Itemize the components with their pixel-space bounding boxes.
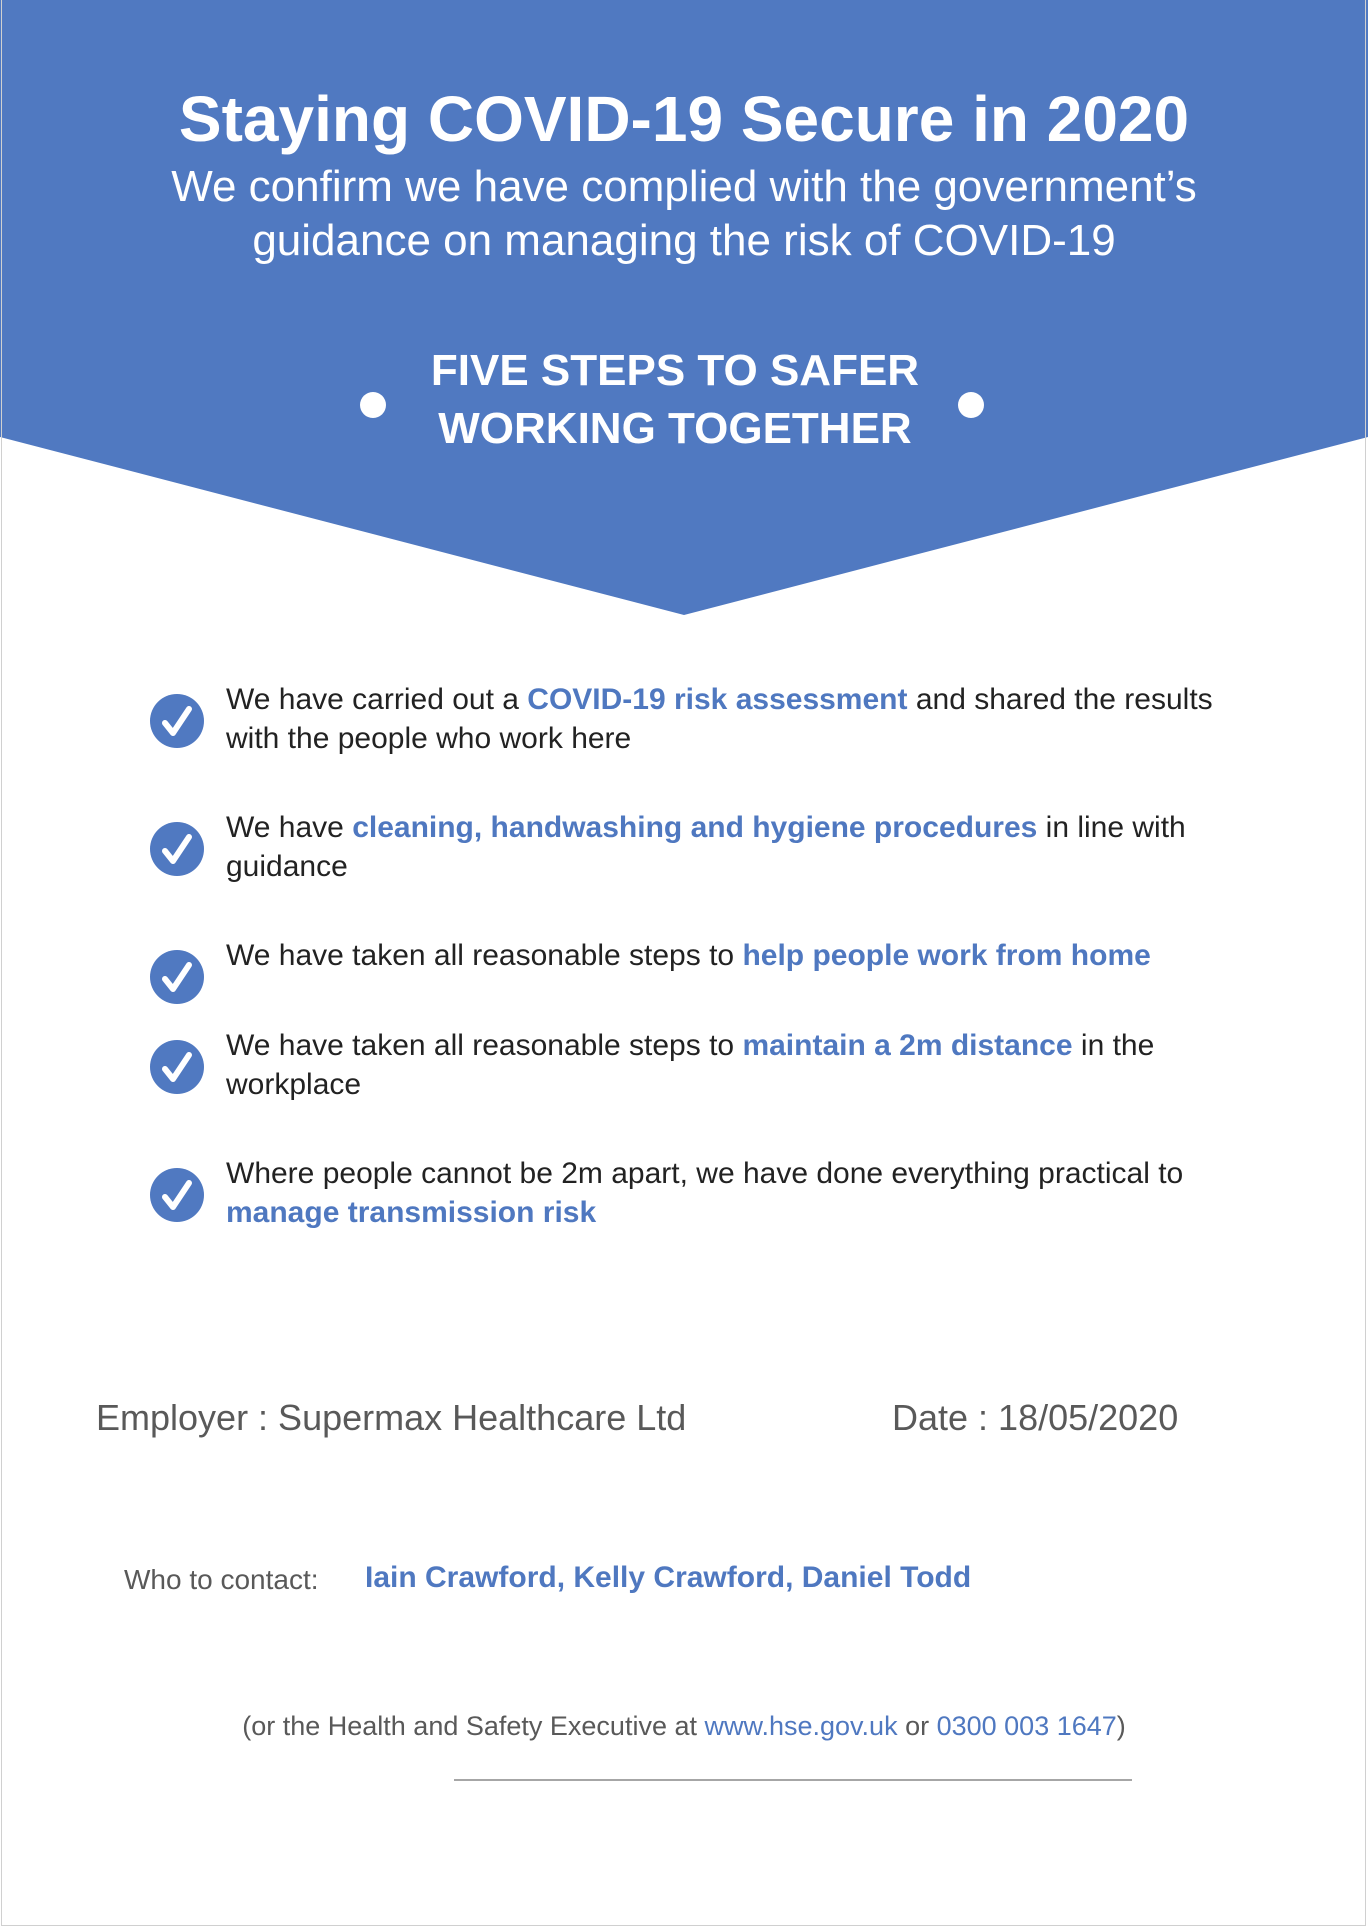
page-subtitle: [100, 160, 1268, 268]
checklist-text: [226, 936, 1256, 975]
checklist-text-before: We have taken all reasonable steps to: [226, 1029, 743, 1062]
checklist-highlight: maintain a 2m distance: [742, 1029, 1073, 1062]
checklist-text-before: We have carried out a: [226, 683, 528, 716]
checklist-text-before: We have: [226, 811, 353, 844]
hse-note: [0, 1708, 1368, 1744]
steps-heading-line-2: WORKING TOGETHER: [438, 404, 912, 453]
checklist-text-after: in line with guidance: [226, 811, 1186, 883]
checklist-text-before: Where people cannot be 2m apart, we have done everything practical to: [226, 1157, 1184, 1190]
hse-suffix: ): [1116, 1711, 1126, 1741]
checklist-text: [226, 680, 1256, 758]
checklist-text: [226, 1154, 1256, 1232]
checklist-text-after: and shared the results with the people who work here: [226, 683, 1213, 755]
subtitle-line-2: guidance on managing the risk of COVID-19: [252, 216, 1116, 265]
page-title: Staying COVID-19 Secure in 2020: [178, 83, 1190, 155]
bullet-dot-right: [958, 392, 984, 418]
checklist-highlight: COVID-19 risk assessment: [527, 683, 908, 716]
subtitle-line-1: We confirm we have complied with the government’s: [171, 162, 1197, 211]
check-circle-icon: [150, 1168, 204, 1222]
contact-label: Who to contact:: [124, 1564, 319, 1595]
check-circle-icon: [150, 822, 204, 876]
checklist-highlight: manage transmission risk: [226, 1196, 597, 1229]
signed-date: Date : 18/05/2020: [892, 1397, 1179, 1438]
signature-line: [454, 1779, 1132, 1781]
contact-names: Iain Crawford, Kelly Crawford, Daniel Todd: [365, 1561, 972, 1594]
check-circle-icon: [150, 1040, 204, 1094]
steps-heading-line-1: FIVE STEPS TO SAFER: [430, 346, 920, 395]
steps-heading: [380, 342, 970, 458]
check-circle-icon: [150, 950, 204, 1004]
checklist-highlight: cleaning, handwashing and hygiene procedures: [352, 811, 1038, 844]
checklist-text-before: We have taken all reasonable steps to: [226, 939, 743, 972]
hse-phone-link[interactable]: 0300 003 1647: [936, 1711, 1117, 1741]
checklist-text: [226, 808, 1256, 886]
check-circle-icon: [150, 694, 204, 748]
hse-website-link[interactable]: www.hse.gov.uk: [704, 1711, 898, 1741]
hse-prefix: (or the Health and Safety Executive at: [242, 1711, 705, 1741]
checklist-highlight: help people work from home: [742, 939, 1151, 972]
checklist-text-after: in the workplace: [226, 1029, 1155, 1101]
employer-name: Employer : Supermax Healthcare Ltd: [96, 1397, 687, 1438]
hse-middle: or: [897, 1711, 937, 1741]
checklist-text: [226, 1026, 1256, 1104]
